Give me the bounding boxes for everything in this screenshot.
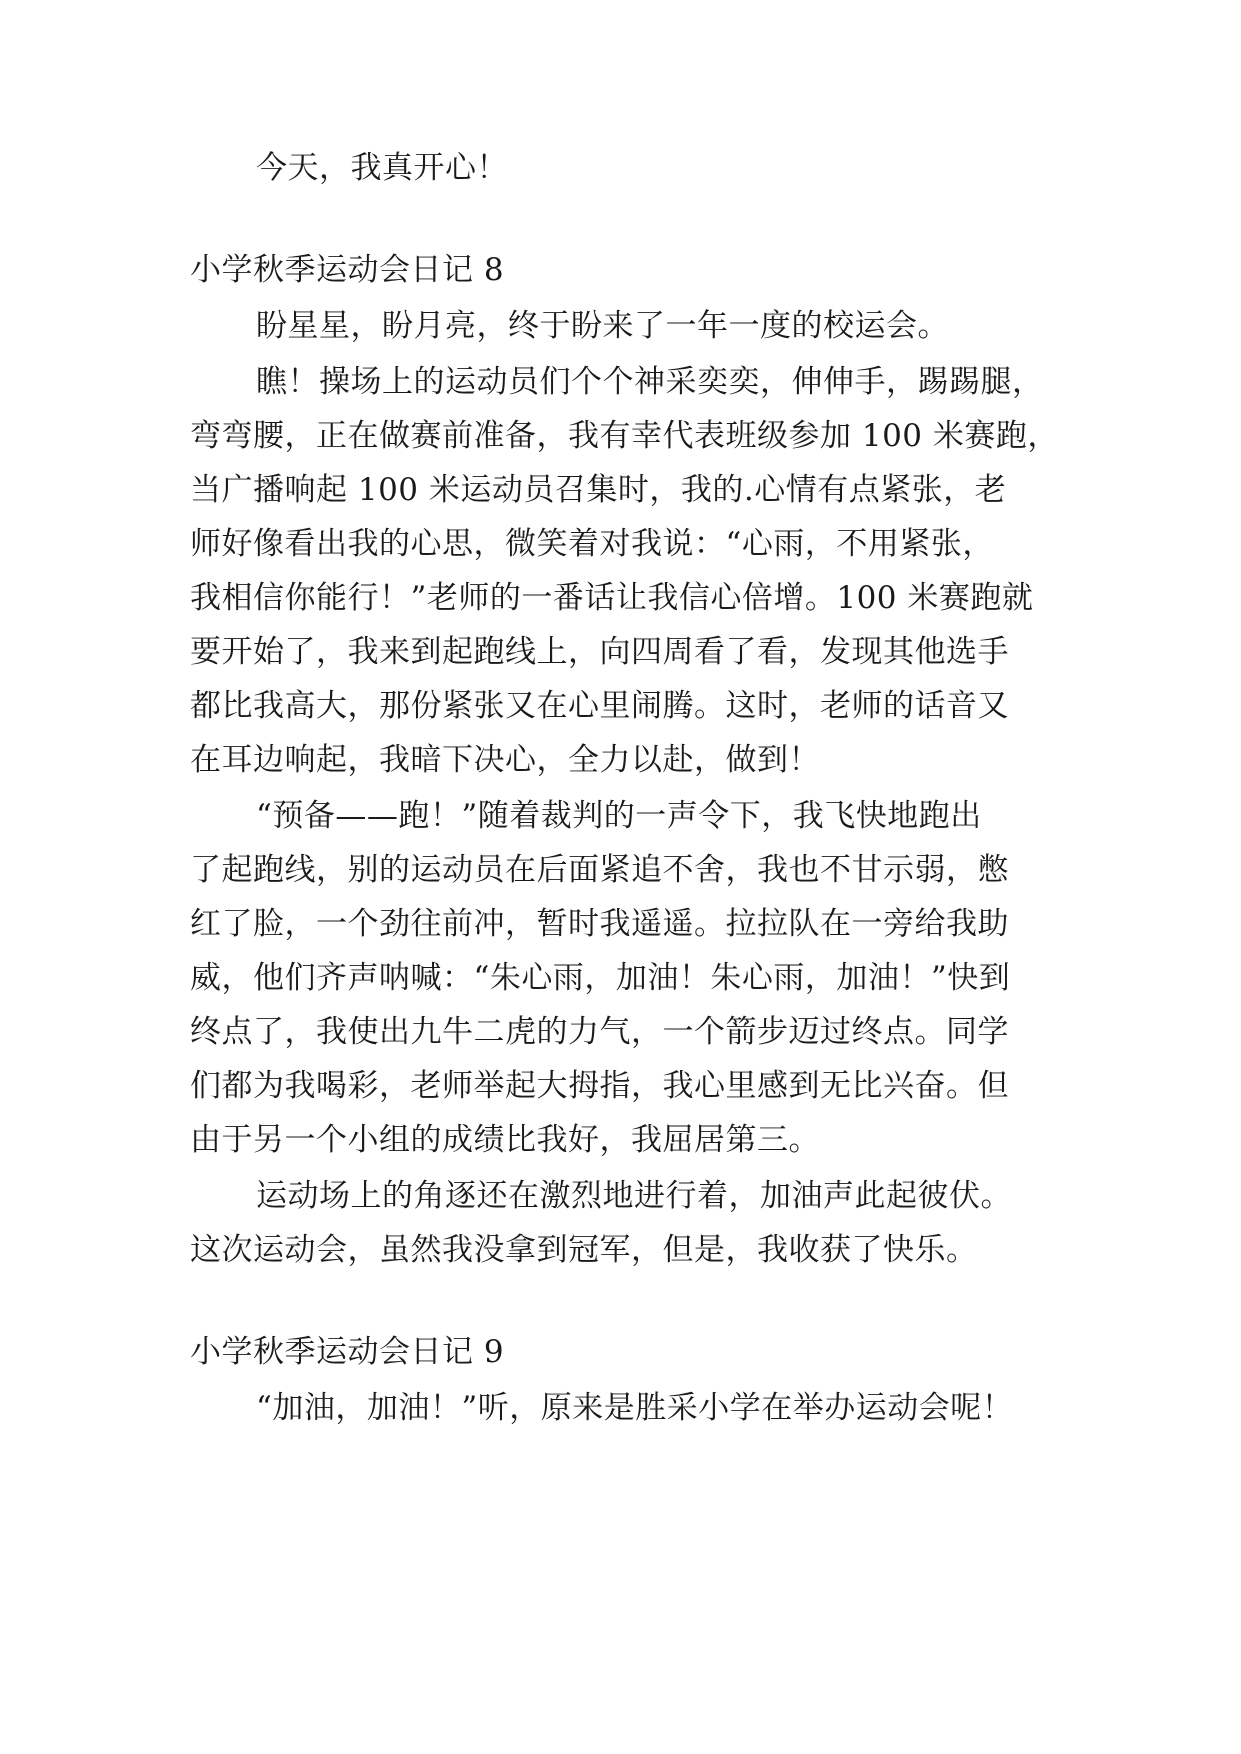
section-8-paragraph-2-line: 在耳边响起，我暗下决心，全力以赴，做到！ xyxy=(190,742,820,778)
section-8-paragraph-2-line: 我相信你能行！”老师的一番话让我信心倍增。100 米赛跑就 xyxy=(190,580,1034,616)
section-8-paragraph-4-line: 这次运动会，虽然我没拿到冠军，但是，我收获了快乐。 xyxy=(190,1232,978,1268)
previous-entry-closing: 今天，我真开心！ xyxy=(256,150,508,186)
section-8-paragraph-2-line: 当广播响起 100 米运动员召集时，我的.心情有点紧张，老 xyxy=(190,472,1007,508)
section-8-paragraph-3-line: 威，他们齐声呐喊：“朱心雨，加油！朱心雨，加油！”快到 xyxy=(190,960,1011,996)
section-8-paragraph-2-line: 都比我高大，那份紧张又在心里闹腾。这时，老师的话音又 xyxy=(190,688,1009,724)
section-8-paragraph-1-line: 盼星星，盼月亮，终于盼来了一年一度的校运会。 xyxy=(256,308,949,344)
section-8-paragraph-2-line: 要开始了，我来到起跑线上，向四周看了看，发现其他选手 xyxy=(190,634,1009,670)
section-9-title: 小学秋季运动会日记 9 xyxy=(190,1334,505,1370)
section-8-paragraph-3-line: “预备——跑！”随着裁判的一声令下，我飞快地跑出 xyxy=(256,798,982,834)
section-8-paragraph-2-line: 瞧！操场上的运动员们个个神采奕奕，伸伸手，踢踢腿， xyxy=(256,364,1044,400)
section-8-title: 小学秋季运动会日记 8 xyxy=(190,252,505,288)
section-9-paragraph-1-line: “加油，加油！”听，原来是胜采小学在举办运动会呢！ xyxy=(256,1390,1014,1426)
section-8-paragraph-3-line: 由于另一个小组的成绩比我好，我屈居第三。 xyxy=(190,1122,820,1158)
section-8-paragraph-3-line: 了起跑线，别的运动员在后面紧追不舍，我也不甘示弱，憋 xyxy=(190,852,1009,888)
section-8-paragraph-2-line: 弯弯腰，正在做赛前准备，我有幸代表班级参加 100 米赛跑， xyxy=(190,418,1059,454)
section-8-paragraph-2-line: 师好像看出我的心思，微笑着对我说：“心雨，不用紧张， xyxy=(190,526,994,562)
section-8-paragraph-3-line: 们都为我喝彩，老师举起大拇指，我心里感到无比兴奋。但 xyxy=(190,1068,1009,1104)
section-8-paragraph-4-line: 运动场上的角逐还在激烈地进行着，加油声此起彼伏。 xyxy=(256,1178,1012,1214)
section-8-paragraph-3-line: 红了脸，一个劲往前冲，暂时我遥遥。拉拉队在一旁给我助 xyxy=(190,906,1009,942)
section-8-paragraph-3-line: 终点了，我使出九牛二虎的力气，一个箭步迈过终点。同学 xyxy=(190,1014,1009,1050)
